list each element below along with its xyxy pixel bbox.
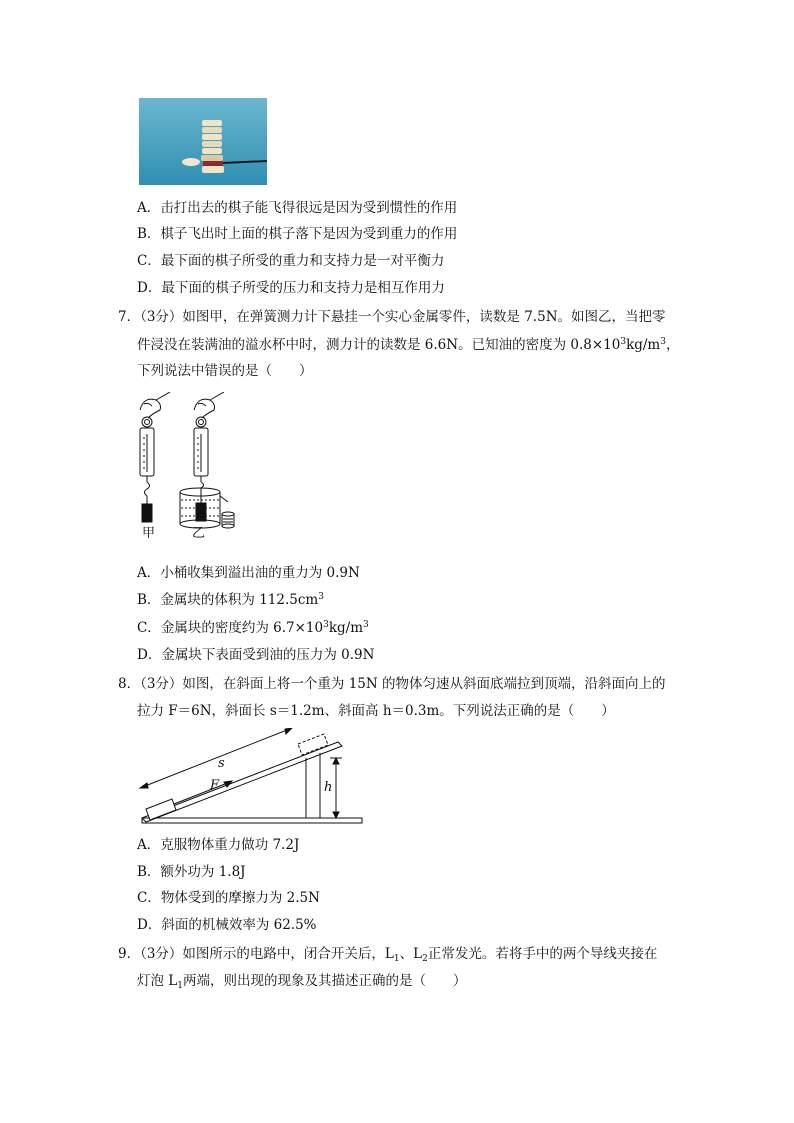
q6-option-c: C．最下面的棋子所受的重力和支持力是一对平衡力: [137, 253, 445, 269]
q6-option-b: B．棋子飞出时上面的棋子落下是因为受到重力的作用: [137, 226, 458, 242]
figure-label-yi: 乙: [192, 526, 206, 541]
figure-label-s: s: [218, 756, 225, 771]
q8-stem-line1: 8．（3分）如图，在斜面上将一个重为 15N 的物体匀速从斜面底端拉到顶端，沿斜面向上的: [118, 676, 666, 692]
q7-option-d: D．金属块下表面受到油的压力为 0.9N: [137, 647, 375, 663]
figure-label-f: F: [210, 778, 220, 793]
q8-option-c: C．物体受到的摩擦力为 2.5N: [137, 890, 320, 906]
q8-option-b: B．额外功为 1.8J: [137, 864, 246, 880]
q7-stem-line3: 下列说法中错误的是（ ）: [137, 363, 313, 379]
q7-stem-line1: 7．（3分）如图甲，在弹簧测力计下悬挂一个实心金属零件，读数是 7.5N。如图乙，当把零: [118, 309, 666, 325]
q7-option-c: C．金属块的密度约为 $6.7\times 10^3kg/m^3$: [137, 620, 369, 636]
q7-stem-line2: 件浸没在装满油的溢水杯中时，测力计的读数是 6.6N。已知油的密度为 $0.8\times 10^3kg/m^3$，: [137, 337, 680, 353]
q9-stem-line2: 灯泡 $L_1$两端，则出现的现象及其描述正确的是（ ）: [137, 973, 467, 991]
q7-option-b: B．金属块的体积为 $112.5cm^3$: [137, 592, 324, 608]
q8-option-a: A．克服物体重力做功 7.2J: [137, 837, 300, 853]
q6-option-a: A．击打出去的棋子能飞得很远是因为受到惯性的作用: [137, 200, 458, 216]
inclined-plane-figure: [130, 728, 366, 828]
q9-stem-line1: 9．（3分）如图所示的电路中，闭合开关后，$L_1$、$L_2$正常发光。若将手中的两个导线夹接在: [118, 946, 658, 964]
q7-option-a: A．小桶收集到溢出油的重力为 0.9N: [137, 565, 360, 581]
q6-option-d: D．最下面的棋子所受的压力和支持力是相互作用力: [137, 280, 445, 296]
chess-stack-photo: [139, 98, 267, 185]
figure-label-jia: 甲: [142, 526, 156, 541]
spring-scale-figure: [130, 392, 240, 542]
figure-label-h: h: [324, 780, 333, 795]
q8-option-d: D．斜面的机械效率为 62.5%: [137, 917, 317, 933]
q8-stem-line2: 拉力 F＝6N，斜面长 s＝1.2m、斜面高 h＝0.3m。下列说法正确的是（ ）: [137, 703, 615, 719]
